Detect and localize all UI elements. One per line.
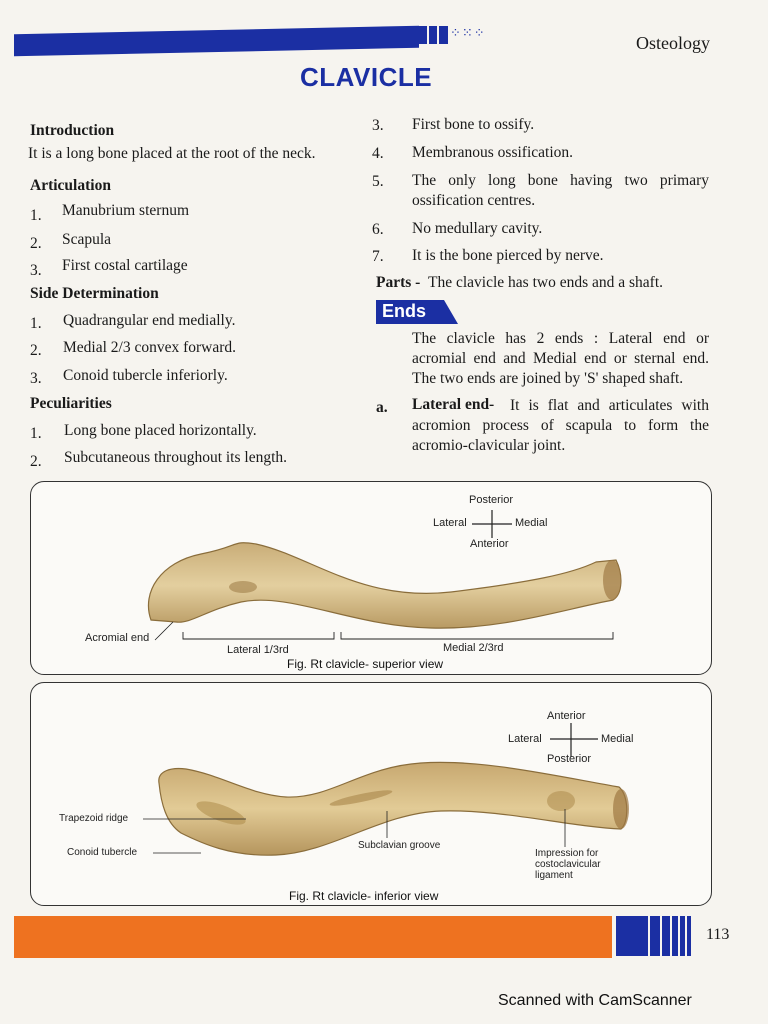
subclavian-groove-label: Subclavian groove — [358, 840, 441, 851]
conoid-tubercle-label: Conoid tubercle — [67, 847, 138, 858]
section-name: Osteology — [636, 33, 710, 53]
scanner-watermark: Scanned with CamScanner — [498, 992, 692, 1009]
acromial-end-label: Acromial end — [85, 632, 150, 644]
introduction-heading: Introduction — [30, 122, 115, 139]
list-number: 4. — [372, 145, 384, 162]
ends-text: The clavicle has 2 ends : Lateral end or acromial end and Medial end or sternal end. The two ends are joined by 'S' shaped shaft. — [412, 330, 709, 387]
list-number: 3. — [30, 370, 42, 387]
list-number: 3. — [30, 262, 42, 279]
header-blue-blocks — [418, 26, 448, 44]
list-item: Medial 2/3 convex forward. — [63, 339, 237, 356]
figure-caption: Fig. Rt clavicle- inferior view — [289, 889, 439, 903]
lateral-end-label: Lateral end- — [412, 396, 495, 413]
page-number: 113 — [706, 926, 730, 943]
lateral-end-text: It is flat and articulates with acromion process of scapula to form the acromio-clavicular joint. — [412, 397, 709, 454]
ends-badge — [376, 300, 458, 324]
compass-right-label: Medial — [601, 733, 634, 745]
list-number: 2. — [30, 342, 42, 359]
list-item: Conoid tubercle inferiorly. — [63, 367, 228, 384]
compass-left-label: Lateral — [508, 733, 542, 745]
list-item: It is the bone pierced by nerve. — [412, 247, 604, 264]
figure-superior-view — [30, 481, 712, 675]
introduction-text: It is a long bone placed at the root of the neck. — [28, 145, 316, 162]
list-item: First costal cartilage — [62, 257, 188, 274]
footer-orange-bar — [14, 916, 612, 958]
impression-label: Impression for costoclavicular ligament — [535, 848, 601, 881]
lateral-third-label: Lateral 1/3rd — [227, 644, 289, 656]
side-determination-heading: Side Determination — [30, 285, 159, 302]
header-blue-bar — [14, 26, 419, 56]
list-number: 1. — [30, 315, 42, 332]
compass-bottom-label: Posterior — [547, 753, 592, 765]
list-number: 1. — [30, 207, 42, 224]
list-number: 7. — [372, 248, 384, 265]
footer-blue-blocks — [616, 916, 692, 956]
list-number: a. — [376, 399, 388, 416]
compass-top-label: Anterior — [547, 710, 586, 722]
parts-text: The clavicle has two ends and a shaft. — [428, 274, 663, 291]
list-number: 1. — [30, 425, 42, 442]
clavicle-superior-illustration — [31, 482, 711, 674]
list-number: 6. — [372, 221, 384, 238]
list-item: Long bone placed horizontally. — [64, 422, 257, 439]
list-item: Subcutaneous throughout its length. — [64, 449, 288, 466]
list-item: Manubrium sternum — [62, 202, 189, 219]
compass-right-label: Medial — [515, 517, 548, 529]
list-item: The only long bone having two primary ossification centres. — [412, 172, 709, 209]
parts-label: Parts - — [376, 274, 421, 291]
articulation-heading: Articulation — [30, 177, 111, 194]
figure-caption: Fig. Rt clavicle- superior view — [287, 657, 444, 671]
ends-badge-label: Ends — [382, 301, 427, 321]
list-number: 2. — [30, 235, 42, 252]
figure-inferior-view — [30, 682, 712, 906]
list-item: Quadrangular end medially. — [63, 312, 236, 329]
list-item: No medullary cavity. — [412, 220, 543, 237]
trapezoid-ridge-label: Trapezoid ridge — [59, 813, 129, 824]
list-item: Membranous ossification. — [412, 144, 574, 161]
list-item: First bone to ossify. — [412, 116, 535, 133]
list-number: 2. — [30, 453, 42, 470]
page-title: CLAVICLE — [300, 62, 433, 92]
list-number: 3. — [372, 117, 384, 134]
compass-bottom-label: Anterior — [470, 538, 509, 550]
compass-top-label: Posterior — [469, 494, 514, 506]
compass-left-label: Lateral — [433, 517, 467, 529]
peculiarities-heading: Peculiarities — [30, 395, 112, 412]
list-item: Scapula — [62, 231, 112, 248]
header-decoration-icon: ⁘⁙⁘ — [450, 26, 486, 41]
list-number: 5. — [372, 173, 384, 190]
medial-two-third-label: Medial 2/3rd — [443, 642, 504, 654]
